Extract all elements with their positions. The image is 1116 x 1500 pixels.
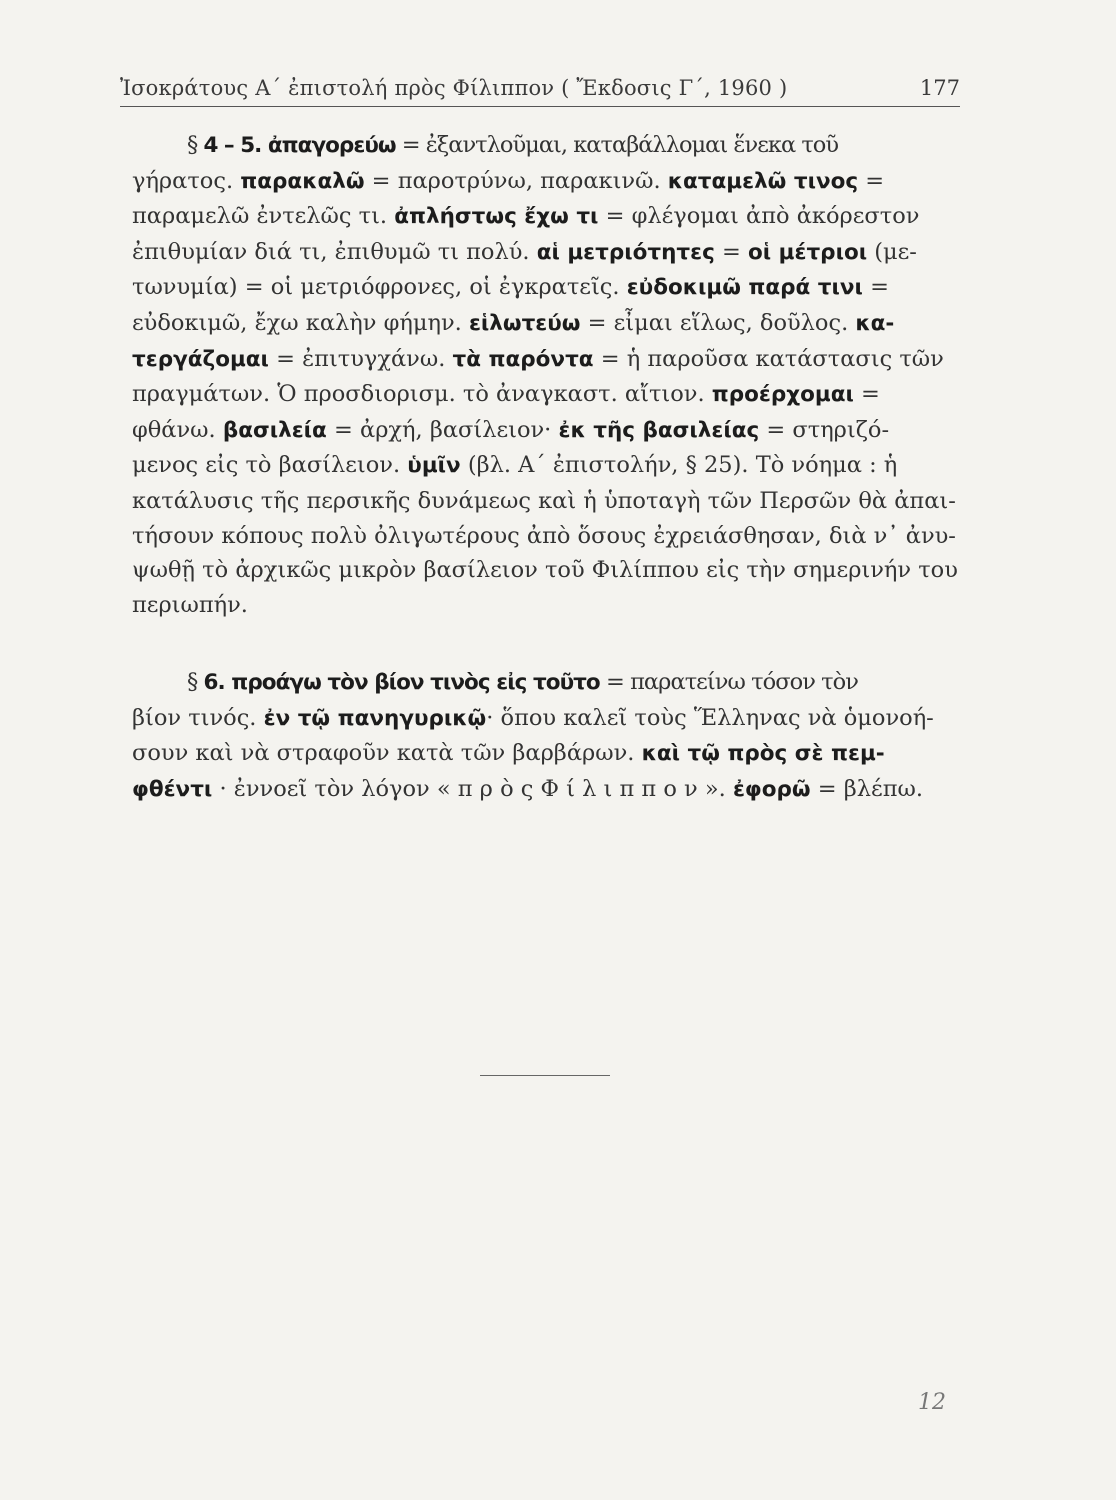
text-line: τωνυμία) = οἱ μετριόφρονες, οἱ ἐγκρατεῖς. εὐδοκιμῶ παρά τινι = — [132, 274, 889, 301]
lemma: οἱ μέτριοι — [748, 239, 868, 265]
lemma: καταμελῶ τινος — [667, 168, 859, 194]
lemma: 6. προάγω τὸν βίον τινὸς εἰς τοῦτο — [203, 670, 600, 695]
text-line: τήσουν κόπους πολὺ ὀλιγωτέρους ἀπὸ ὅσους ἐχρειάσθησαν, διὰ ν᾿ ἀνυ- — [132, 522, 956, 549]
text-line: § 4 – 5. ἀπαγορεύω = ἐξαντλοῦμαι, καταβάλλομαι ἕνεκα τοῦ — [187, 132, 839, 158]
text-line: ψωθῇ τὸ ἀρχικῶς μικρὸν βασίλειον τοῦ Φιλίππου εἰς τὴν σημερινήν του — [132, 557, 958, 584]
lemma: βασιλεία — [222, 417, 327, 443]
text-line: εὐδοκιμῶ, ἔχω καλὴν φήμην. εἱλωτεύω = εἶμαι εἵλως, δοῦλος. κα- — [132, 309, 895, 336]
commentary-paragraph-4-5 — [132, 128, 962, 622]
lemma: εὐδοκιμῶ παρά τινι — [626, 275, 863, 301]
running-header — [120, 70, 960, 107]
lemma: παρακαλῶ — [240, 168, 365, 194]
text-line: βίον τινός. ἐν τῷ πανηγυρικῷ· ὅπου καλεῖ τοὺς Ἕλληνας νὰ ὁμονοή- — [132, 704, 934, 731]
header-title: Ἰσοκράτους Α΄ ἐπιστολή πρὸς Φίλιππον ( Ἔκδοσις Γ΄, 1960 ) — [120, 76, 788, 100]
text-line: § 6. προάγω τὸν βίον τινὸς εἰς τοῦτο = παρατείνω τόσον τὸν — [187, 669, 858, 695]
lemma: ἐν τῷ πανηγυρικῷ — [263, 705, 487, 731]
text-line: ἐπιθυμίαν διά τι, ἐπιθυμῶ τι πολύ. αἱ μετριότητες = οἱ μέτριοι (με- — [132, 238, 917, 265]
text-line: μενος εἰς τὸ βασίλειον. ὑμῖν (βλ. Α΄ ἐπιστολήν, § 25). Τὸ νόημα : ἡ — [132, 452, 898, 479]
text-line: κατάλυσις τῆς περσικῆς δυνάμεως καὶ ἡ ὑποταγὴ τῶν Περσῶν θὰ ἀπαι- — [132, 487, 956, 514]
text-line: τεργάζομαι = ἐπιτυγχάνω. τὰ παρόντα = ἡ παροῦσα κατάστασις τῶν — [132, 345, 944, 372]
lemma: τεργάζομαι — [132, 346, 269, 372]
lemma: προέρχομαι — [711, 382, 854, 408]
lemma: κα- — [855, 310, 895, 336]
section-divider — [480, 1075, 610, 1076]
lemma: 4 – 5. ἀπαγορεύω — [203, 133, 396, 158]
lemma: καὶ τῷ πρὸς σὲ πεμ- — [641, 741, 885, 767]
folio-mark: 12 — [918, 1390, 946, 1415]
text-line: σουν καὶ νὰ στραφοῦν κατὰ τῶν βαρβάρων. καὶ τῷ πρὸς σὲ πεμ- — [132, 740, 885, 767]
text-line: παραμελῶ ἐντελῶς τι. ἀπλήστως ἔχω τι = φλέγομαι ἀπὸ ἀκόρεστον — [132, 203, 920, 230]
lemma: αἱ μετριότητες — [536, 239, 715, 265]
text-line: γήρατος. παρακαλῶ = παροτρύνω, παρακινῶ. καταμελῶ τινος = — [132, 167, 885, 194]
lemma: φθέντι — [132, 776, 213, 802]
lemma: ἀπλήστως ἔχω τι — [394, 204, 599, 230]
text-line: φθέντι · ἐννοεῖ τὸν λόγον « π ρ ὸ ς Φ ί λ ι π π ο ν ». ἐφορῶ = βλέπω. — [132, 775, 923, 802]
lemma: ἐφορῶ — [732, 776, 811, 802]
lemma: εἱλωτεύω — [468, 310, 581, 336]
text-line: φθάνω. βασιλεία = ἀρχή, βασίλειον· ἐκ τῆς βασιλείας = στηριζό- — [132, 416, 890, 443]
lemma: ἐκ τῆς βασιλείας — [558, 417, 760, 443]
text-line: περιωπήν. — [132, 591, 248, 618]
text-line: πραγμάτων. Ὁ προσδιορισμ. τὸ ἀναγκαστ. αἴτιον. προέρχομαι = — [132, 381, 880, 408]
lemma: τὰ παρόντα — [452, 346, 594, 372]
page-number: 177 — [919, 76, 960, 100]
commentary-paragraph-6 — [132, 665, 962, 807]
lemma: ὑμῖν — [407, 453, 461, 479]
